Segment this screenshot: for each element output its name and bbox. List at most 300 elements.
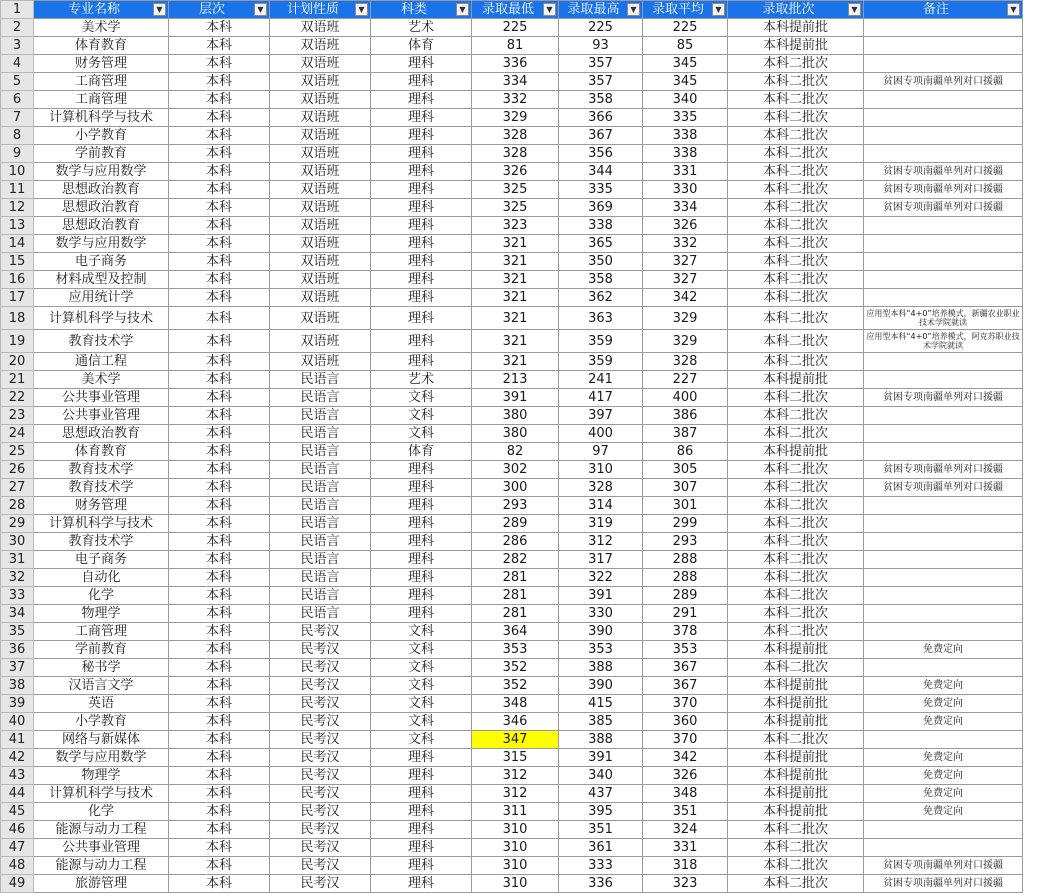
cell-avg-score[interactable]: 353 bbox=[643, 641, 728, 659]
row-number[interactable]: 4 bbox=[1, 55, 34, 73]
cell-plan-type[interactable]: 双语班 bbox=[270, 217, 371, 235]
cell-max-score[interactable]: 359 bbox=[559, 330, 643, 353]
cell-min-score[interactable]: 289 bbox=[472, 515, 559, 533]
cell-max-score[interactable]: 390 bbox=[559, 677, 643, 695]
cell-max-score[interactable]: 417 bbox=[559, 389, 643, 407]
cell-min-score[interactable]: 321 bbox=[472, 330, 559, 353]
cell-level[interactable]: 本科 bbox=[169, 479, 270, 497]
cell-avg-score[interactable]: 329 bbox=[643, 307, 728, 330]
cell-major-name[interactable]: 秘书学 bbox=[34, 659, 169, 677]
cell-avg-score[interactable]: 225 bbox=[643, 19, 728, 37]
cell-remarks[interactable]: 应用型本科“4+0”培养模式，阿克苏职业技术学院就读 bbox=[864, 330, 1023, 353]
cell-admission-batch[interactable]: 本科提前批 bbox=[728, 767, 864, 785]
cell-avg-score[interactable]: 335 bbox=[643, 109, 728, 127]
cell-max-score[interactable]: 391 bbox=[559, 749, 643, 767]
cell-remarks[interactable] bbox=[864, 443, 1023, 461]
cell-admission-batch[interactable]: 本科提前批 bbox=[728, 19, 864, 37]
cell-avg-score[interactable]: 334 bbox=[643, 199, 728, 217]
cell-major-name[interactable]: 公共事业管理 bbox=[34, 389, 169, 407]
row-number[interactable]: 38 bbox=[1, 677, 34, 695]
cell-avg-score[interactable]: 329 bbox=[643, 330, 728, 353]
cell-avg-score[interactable]: 400 bbox=[643, 389, 728, 407]
cell-remarks[interactable] bbox=[864, 37, 1023, 55]
cell-remarks[interactable] bbox=[864, 587, 1023, 605]
cell-max-score[interactable]: 391 bbox=[559, 587, 643, 605]
cell-remarks[interactable]: 贫困专项南疆单列对口援疆 bbox=[864, 181, 1023, 199]
cell-avg-score[interactable]: 367 bbox=[643, 677, 728, 695]
row-number[interactable]: 13 bbox=[1, 217, 34, 235]
cell-major-name[interactable]: 财务管理 bbox=[34, 55, 169, 73]
cell-major-name[interactable]: 美术学 bbox=[34, 371, 169, 389]
cell-subject-type[interactable]: 理科 bbox=[371, 271, 472, 289]
cell-remarks[interactable] bbox=[864, 839, 1023, 857]
cell-max-score[interactable]: 344 bbox=[559, 163, 643, 181]
cell-subject-type[interactable]: 理科 bbox=[371, 875, 472, 893]
row-number[interactable]: 31 bbox=[1, 551, 34, 569]
cell-min-score[interactable]: 312 bbox=[472, 785, 559, 803]
cell-max-score[interactable]: 366 bbox=[559, 109, 643, 127]
cell-min-score[interactable]: 321 bbox=[472, 271, 559, 289]
row-number[interactable]: 39 bbox=[1, 695, 34, 713]
cell-subject-type[interactable]: 理科 bbox=[371, 605, 472, 623]
cell-subject-type[interactable]: 文科 bbox=[371, 425, 472, 443]
cell-avg-score[interactable]: 386 bbox=[643, 407, 728, 425]
cell-remarks[interactable]: 贫困专项南疆单列对口援疆 bbox=[864, 461, 1023, 479]
cell-min-score[interactable]: 347 bbox=[472, 731, 559, 749]
cell-remarks[interactable] bbox=[864, 371, 1023, 389]
cell-max-score[interactable]: 397 bbox=[559, 407, 643, 425]
cell-avg-score[interactable]: 351 bbox=[643, 803, 728, 821]
cell-max-score[interactable]: 351 bbox=[559, 821, 643, 839]
cell-plan-type[interactable]: 民考汉 bbox=[270, 731, 371, 749]
cell-max-score[interactable]: 93 bbox=[559, 37, 643, 55]
row-number[interactable]: 36 bbox=[1, 641, 34, 659]
cell-level[interactable]: 本科 bbox=[169, 199, 270, 217]
filter-dropdown-icon[interactable]: ▼ bbox=[848, 3, 861, 16]
row-number[interactable]: 45 bbox=[1, 803, 34, 821]
cell-plan-type[interactable]: 民语言 bbox=[270, 605, 371, 623]
row-number[interactable]: 20 bbox=[1, 353, 34, 371]
cell-plan-type[interactable]: 民语言 bbox=[270, 533, 371, 551]
cell-max-score[interactable]: 97 bbox=[559, 443, 643, 461]
cell-subject-type[interactable]: 理科 bbox=[371, 91, 472, 109]
row-number[interactable]: 19 bbox=[1, 330, 34, 353]
cell-avg-score[interactable]: 340 bbox=[643, 91, 728, 109]
cell-level[interactable]: 本科 bbox=[169, 767, 270, 785]
cell-plan-type[interactable]: 民语言 bbox=[270, 497, 371, 515]
cell-plan-type[interactable]: 民考汉 bbox=[270, 821, 371, 839]
cell-level[interactable]: 本科 bbox=[169, 821, 270, 839]
cell-min-score[interactable]: 321 bbox=[472, 353, 559, 371]
cell-major-name[interactable]: 教育技术学 bbox=[34, 330, 169, 353]
cell-min-score[interactable]: 364 bbox=[472, 623, 559, 641]
cell-remarks[interactable]: 免费定向 bbox=[864, 749, 1023, 767]
column-header-level[interactable] bbox=[169, 1, 270, 19]
cell-level[interactable]: 本科 bbox=[169, 749, 270, 767]
cell-plan-type[interactable]: 民考汉 bbox=[270, 641, 371, 659]
cell-avg-score[interactable]: 348 bbox=[643, 785, 728, 803]
cell-level[interactable]: 本科 bbox=[169, 371, 270, 389]
cell-max-score[interactable]: 359 bbox=[559, 353, 643, 371]
cell-major-name[interactable]: 美术学 bbox=[34, 19, 169, 37]
cell-major-name[interactable]: 旅游管理 bbox=[34, 875, 169, 893]
cell-major-name[interactable]: 计算机科学与技术 bbox=[34, 785, 169, 803]
cell-min-score[interactable]: 352 bbox=[472, 677, 559, 695]
cell-admission-batch[interactable]: 本科二批次 bbox=[728, 271, 864, 289]
row-number[interactable]: 33 bbox=[1, 587, 34, 605]
cell-subject-type[interactable]: 理科 bbox=[371, 587, 472, 605]
cell-avg-score[interactable]: 387 bbox=[643, 425, 728, 443]
cell-subject-type[interactable]: 理科 bbox=[371, 253, 472, 271]
cell-plan-type[interactable]: 双语班 bbox=[270, 235, 371, 253]
cell-admission-batch[interactable]: 本科二批次 bbox=[728, 839, 864, 857]
column-header-avg-score[interactable] bbox=[643, 1, 728, 19]
row-number[interactable]: 15 bbox=[1, 253, 34, 271]
cell-remarks[interactable]: 免费定向 bbox=[864, 767, 1023, 785]
cell-level[interactable]: 本科 bbox=[169, 587, 270, 605]
cell-level[interactable]: 本科 bbox=[169, 461, 270, 479]
cell-remarks[interactable] bbox=[864, 145, 1023, 163]
cell-subject-type[interactable]: 理科 bbox=[371, 127, 472, 145]
cell-major-name[interactable]: 体育教育 bbox=[34, 37, 169, 55]
cell-major-name[interactable]: 财务管理 bbox=[34, 497, 169, 515]
cell-admission-batch[interactable]: 本科二批次 bbox=[728, 199, 864, 217]
cell-plan-type[interactable]: 双语班 bbox=[270, 37, 371, 55]
cell-plan-type[interactable]: 双语班 bbox=[270, 91, 371, 109]
cell-avg-score[interactable]: 345 bbox=[643, 73, 728, 91]
cell-plan-type[interactable]: 民语言 bbox=[270, 569, 371, 587]
row-number[interactable]: 11 bbox=[1, 181, 34, 199]
cell-avg-score[interactable]: 338 bbox=[643, 127, 728, 145]
cell-admission-batch[interactable]: 本科提前批 bbox=[728, 713, 864, 731]
cell-remarks[interactable]: 免费定向 bbox=[864, 677, 1023, 695]
cell-max-score[interactable]: 385 bbox=[559, 713, 643, 731]
cell-remarks[interactable]: 免费定向 bbox=[864, 695, 1023, 713]
cell-min-score[interactable]: 380 bbox=[472, 425, 559, 443]
cell-subject-type[interactable]: 文科 bbox=[371, 677, 472, 695]
cell-plan-type[interactable]: 民语言 bbox=[270, 551, 371, 569]
cell-min-score[interactable]: 300 bbox=[472, 479, 559, 497]
column-header-remarks[interactable] bbox=[864, 1, 1023, 19]
cell-major-name[interactable]: 物理学 bbox=[34, 605, 169, 623]
row-number[interactable]: 23 bbox=[1, 407, 34, 425]
cell-avg-score[interactable]: 331 bbox=[643, 839, 728, 857]
cell-subject-type[interactable]: 理科 bbox=[371, 145, 472, 163]
cell-avg-score[interactable]: 293 bbox=[643, 533, 728, 551]
cell-major-name[interactable]: 学前教育 bbox=[34, 145, 169, 163]
cell-max-score[interactable]: 353 bbox=[559, 641, 643, 659]
cell-subject-type[interactable]: 理科 bbox=[371, 217, 472, 235]
cell-admission-batch[interactable]: 本科二批次 bbox=[728, 163, 864, 181]
cell-subject-type[interactable]: 体育 bbox=[371, 37, 472, 55]
row-number[interactable]: 44 bbox=[1, 785, 34, 803]
cell-max-score[interactable]: 395 bbox=[559, 803, 643, 821]
row-number[interactable]: 17 bbox=[1, 289, 34, 307]
cell-admission-batch[interactable]: 本科二批次 bbox=[728, 235, 864, 253]
cell-plan-type[interactable]: 民语言 bbox=[270, 479, 371, 497]
cell-subject-type[interactable]: 理科 bbox=[371, 803, 472, 821]
cell-level[interactable]: 本科 bbox=[169, 253, 270, 271]
cell-admission-batch[interactable]: 本科二批次 bbox=[728, 461, 864, 479]
cell-level[interactable]: 本科 bbox=[169, 785, 270, 803]
cell-subject-type[interactable]: 理科 bbox=[371, 533, 472, 551]
column-header-major-name[interactable] bbox=[34, 1, 169, 19]
cell-major-name[interactable]: 教育技术学 bbox=[34, 479, 169, 497]
cell-level[interactable]: 本科 bbox=[169, 497, 270, 515]
cell-level[interactable]: 本科 bbox=[169, 37, 270, 55]
filter-dropdown-icon[interactable]: ▼ bbox=[153, 3, 166, 16]
cell-level[interactable]: 本科 bbox=[169, 839, 270, 857]
column-header-max-score[interactable] bbox=[559, 1, 643, 19]
row-number[interactable]: 16 bbox=[1, 271, 34, 289]
cell-subject-type[interactable]: 理科 bbox=[371, 461, 472, 479]
cell-plan-type[interactable]: 双语班 bbox=[270, 163, 371, 181]
cell-max-score[interactable]: 338 bbox=[559, 217, 643, 235]
row-number[interactable]: 7 bbox=[1, 109, 34, 127]
cell-min-score[interactable]: 326 bbox=[472, 163, 559, 181]
cell-major-name[interactable]: 思想政治教育 bbox=[34, 181, 169, 199]
cell-max-score[interactable]: 363 bbox=[559, 307, 643, 330]
cell-remarks[interactable] bbox=[864, 271, 1023, 289]
row-number[interactable]: 6 bbox=[1, 91, 34, 109]
cell-subject-type[interactable]: 理科 bbox=[371, 785, 472, 803]
cell-avg-score[interactable]: 288 bbox=[643, 569, 728, 587]
cell-max-score[interactable]: 388 bbox=[559, 659, 643, 677]
cell-min-score[interactable]: 310 bbox=[472, 821, 559, 839]
cell-max-score[interactable]: 314 bbox=[559, 497, 643, 515]
cell-avg-score[interactable]: 330 bbox=[643, 181, 728, 199]
cell-remarks[interactable] bbox=[864, 731, 1023, 749]
cell-major-name[interactable]: 学前教育 bbox=[34, 641, 169, 659]
cell-remarks[interactable] bbox=[864, 425, 1023, 443]
cell-plan-type[interactable]: 民考汉 bbox=[270, 695, 371, 713]
row-number[interactable]: 28 bbox=[1, 497, 34, 515]
cell-major-name[interactable]: 数学与应用数学 bbox=[34, 749, 169, 767]
row-number[interactable]: 25 bbox=[1, 443, 34, 461]
cell-max-score[interactable]: 358 bbox=[559, 271, 643, 289]
cell-admission-batch[interactable]: 本科二批次 bbox=[728, 659, 864, 677]
cell-subject-type[interactable]: 理科 bbox=[371, 307, 472, 330]
cell-level[interactable]: 本科 bbox=[169, 551, 270, 569]
cell-min-score[interactable]: 332 bbox=[472, 91, 559, 109]
cell-level[interactable]: 本科 bbox=[169, 145, 270, 163]
cell-remarks[interactable] bbox=[864, 569, 1023, 587]
cell-subject-type[interactable]: 理科 bbox=[371, 749, 472, 767]
cell-admission-batch[interactable]: 本科二批次 bbox=[728, 425, 864, 443]
cell-subject-type[interactable]: 理科 bbox=[371, 353, 472, 371]
cell-level[interactable]: 本科 bbox=[169, 389, 270, 407]
cell-min-score[interactable]: 310 bbox=[472, 875, 559, 893]
cell-admission-batch[interactable]: 本科提前批 bbox=[728, 37, 864, 55]
cell-plan-type[interactable]: 民考汉 bbox=[270, 713, 371, 731]
cell-min-score[interactable]: 348 bbox=[472, 695, 559, 713]
cell-major-name[interactable]: 电子商务 bbox=[34, 253, 169, 271]
cell-admission-batch[interactable]: 本科二批次 bbox=[728, 623, 864, 641]
cell-subject-type[interactable]: 文科 bbox=[371, 389, 472, 407]
cell-major-name[interactable]: 通信工程 bbox=[34, 353, 169, 371]
cell-remarks[interactable] bbox=[864, 407, 1023, 425]
row-number[interactable]: 49 bbox=[1, 875, 34, 893]
cell-major-name[interactable]: 材料成型及控制 bbox=[34, 271, 169, 289]
cell-avg-score[interactable]: 338 bbox=[643, 145, 728, 163]
cell-admission-batch[interactable]: 本科提前批 bbox=[728, 803, 864, 821]
cell-max-score[interactable]: 415 bbox=[559, 695, 643, 713]
cell-major-name[interactable]: 小学教育 bbox=[34, 713, 169, 731]
cell-min-score[interactable]: 321 bbox=[472, 235, 559, 253]
cell-remarks[interactable] bbox=[864, 217, 1023, 235]
cell-max-score[interactable]: 367 bbox=[559, 127, 643, 145]
cell-level[interactable]: 本科 bbox=[169, 515, 270, 533]
cell-admission-batch[interactable]: 本科提前批 bbox=[728, 641, 864, 659]
cell-max-score[interactable]: 369 bbox=[559, 199, 643, 217]
row-number[interactable]: 1 bbox=[1, 1, 34, 19]
cell-major-name[interactable]: 电子商务 bbox=[34, 551, 169, 569]
row-number[interactable]: 14 bbox=[1, 235, 34, 253]
cell-remarks[interactable]: 贫困专项南疆单列对口援疆 bbox=[864, 389, 1023, 407]
cell-avg-score[interactable]: 332 bbox=[643, 235, 728, 253]
cell-min-score[interactable]: 380 bbox=[472, 407, 559, 425]
cell-avg-score[interactable]: 326 bbox=[643, 217, 728, 235]
cell-max-score[interactable]: 312 bbox=[559, 533, 643, 551]
cell-level[interactable]: 本科 bbox=[169, 443, 270, 461]
cell-subject-type[interactable]: 文科 bbox=[371, 641, 472, 659]
cell-level[interactable]: 本科 bbox=[169, 803, 270, 821]
cell-admission-batch[interactable]: 本科二批次 bbox=[728, 389, 864, 407]
row-number[interactable]: 2 bbox=[1, 19, 34, 37]
cell-level[interactable]: 本科 bbox=[169, 857, 270, 875]
cell-min-score[interactable]: 302 bbox=[472, 461, 559, 479]
cell-subject-type[interactable]: 理科 bbox=[371, 821, 472, 839]
cell-min-score[interactable]: 353 bbox=[472, 641, 559, 659]
cell-min-score[interactable]: 281 bbox=[472, 605, 559, 623]
cell-plan-type[interactable]: 双语班 bbox=[270, 253, 371, 271]
cell-plan-type[interactable]: 双语班 bbox=[270, 19, 371, 37]
cell-plan-type[interactable]: 双语班 bbox=[270, 289, 371, 307]
cell-admission-batch[interactable]: 本科二批次 bbox=[728, 407, 864, 425]
cell-max-score[interactable]: 335 bbox=[559, 181, 643, 199]
cell-avg-score[interactable]: 86 bbox=[643, 443, 728, 461]
cell-admission-batch[interactable]: 本科提前批 bbox=[728, 443, 864, 461]
cell-major-name[interactable]: 教育技术学 bbox=[34, 533, 169, 551]
cell-admission-batch[interactable]: 本科二批次 bbox=[728, 479, 864, 497]
cell-major-name[interactable]: 计算机科学与技术 bbox=[34, 109, 169, 127]
row-number[interactable]: 46 bbox=[1, 821, 34, 839]
cell-subject-type[interactable]: 理科 bbox=[371, 163, 472, 181]
cell-plan-type[interactable]: 民考汉 bbox=[270, 749, 371, 767]
cell-min-score[interactable]: 81 bbox=[472, 37, 559, 55]
cell-plan-type[interactable]: 双语班 bbox=[270, 55, 371, 73]
row-number[interactable]: 12 bbox=[1, 199, 34, 217]
cell-min-score[interactable]: 286 bbox=[472, 533, 559, 551]
cell-plan-type[interactable]: 双语班 bbox=[270, 145, 371, 163]
cell-subject-type[interactable]: 理科 bbox=[371, 839, 472, 857]
row-number[interactable]: 27 bbox=[1, 479, 34, 497]
cell-admission-batch[interactable]: 本科提前批 bbox=[728, 785, 864, 803]
cell-max-score[interactable]: 336 bbox=[559, 875, 643, 893]
cell-major-name[interactable]: 思想政治教育 bbox=[34, 425, 169, 443]
cell-plan-type[interactable]: 民考汉 bbox=[270, 659, 371, 677]
cell-subject-type[interactable]: 理科 bbox=[371, 289, 472, 307]
cell-max-score[interactable]: 357 bbox=[559, 73, 643, 91]
cell-level[interactable]: 本科 bbox=[169, 55, 270, 73]
cell-plan-type[interactable]: 民考汉 bbox=[270, 875, 371, 893]
cell-plan-type[interactable]: 民语言 bbox=[270, 515, 371, 533]
cell-subject-type[interactable]: 理科 bbox=[371, 857, 472, 875]
cell-subject-type[interactable]: 理科 bbox=[371, 330, 472, 353]
cell-level[interactable]: 本科 bbox=[169, 127, 270, 145]
cell-plan-type[interactable]: 双语班 bbox=[270, 181, 371, 199]
cell-level[interactable]: 本科 bbox=[169, 271, 270, 289]
cell-level[interactable]: 本科 bbox=[169, 163, 270, 181]
cell-avg-score[interactable]: 227 bbox=[643, 371, 728, 389]
cell-max-score[interactable]: 356 bbox=[559, 145, 643, 163]
cell-avg-score[interactable]: 318 bbox=[643, 857, 728, 875]
cell-remarks[interactable]: 应用型本科“4+0”培养模式，新疆农业职业技术学院就读 bbox=[864, 307, 1023, 330]
cell-admission-batch[interactable]: 本科二批次 bbox=[728, 857, 864, 875]
cell-remarks[interactable] bbox=[864, 91, 1023, 109]
cell-max-score[interactable]: 328 bbox=[559, 479, 643, 497]
cell-subject-type[interactable]: 理科 bbox=[371, 73, 472, 91]
cell-remarks[interactable]: 免费定向 bbox=[864, 713, 1023, 731]
row-number[interactable]: 47 bbox=[1, 839, 34, 857]
cell-max-score[interactable]: 350 bbox=[559, 253, 643, 271]
cell-admission-batch[interactable]: 本科二批次 bbox=[728, 145, 864, 163]
cell-min-score[interactable]: 352 bbox=[472, 659, 559, 677]
cell-subject-type[interactable]: 理科 bbox=[371, 55, 472, 73]
cell-subject-type[interactable]: 理科 bbox=[371, 479, 472, 497]
row-number[interactable]: 37 bbox=[1, 659, 34, 677]
cell-subject-type[interactable]: 艺术 bbox=[371, 371, 472, 389]
cell-level[interactable]: 本科 bbox=[169, 407, 270, 425]
cell-plan-type[interactable]: 民考汉 bbox=[270, 623, 371, 641]
cell-admission-batch[interactable]: 本科二批次 bbox=[728, 515, 864, 533]
cell-major-name[interactable]: 网络与新媒体 bbox=[34, 731, 169, 749]
cell-avg-score[interactable]: 299 bbox=[643, 515, 728, 533]
cell-level[interactable]: 本科 bbox=[169, 289, 270, 307]
cell-subject-type[interactable]: 理科 bbox=[371, 551, 472, 569]
cell-min-score[interactable]: 213 bbox=[472, 371, 559, 389]
cell-max-score[interactable]: 322 bbox=[559, 569, 643, 587]
cell-major-name[interactable]: 汉语言文学 bbox=[34, 677, 169, 695]
cell-subject-type[interactable]: 文科 bbox=[371, 731, 472, 749]
cell-subject-type[interactable]: 理科 bbox=[371, 181, 472, 199]
cell-major-name[interactable]: 自动化 bbox=[34, 569, 169, 587]
cell-subject-type[interactable]: 理科 bbox=[371, 497, 472, 515]
cell-max-score[interactable]: 225 bbox=[559, 19, 643, 37]
cell-max-score[interactable]: 437 bbox=[559, 785, 643, 803]
cell-level[interactable]: 本科 bbox=[169, 623, 270, 641]
cell-subject-type[interactable]: 体育 bbox=[371, 443, 472, 461]
row-number[interactable]: 9 bbox=[1, 145, 34, 163]
cell-major-name[interactable]: 物理学 bbox=[34, 767, 169, 785]
cell-plan-type[interactable]: 双语班 bbox=[270, 271, 371, 289]
row-number[interactable]: 48 bbox=[1, 857, 34, 875]
cell-remarks[interactable]: 贫困专项南疆单列对口援疆 bbox=[864, 73, 1023, 91]
cell-level[interactable]: 本科 bbox=[169, 875, 270, 893]
cell-major-name[interactable]: 工商管理 bbox=[34, 91, 169, 109]
cell-level[interactable]: 本科 bbox=[169, 605, 270, 623]
cell-max-score[interactable]: 390 bbox=[559, 623, 643, 641]
cell-min-score[interactable]: 346 bbox=[472, 713, 559, 731]
row-number[interactable]: 18 bbox=[1, 307, 34, 330]
cell-level[interactable]: 本科 bbox=[169, 330, 270, 353]
row-number[interactable]: 26 bbox=[1, 461, 34, 479]
cell-major-name[interactable]: 化学 bbox=[34, 803, 169, 821]
cell-admission-batch[interactable]: 本科二批次 bbox=[728, 289, 864, 307]
cell-major-name[interactable]: 工商管理 bbox=[34, 623, 169, 641]
cell-major-name[interactable]: 能源与动力工程 bbox=[34, 821, 169, 839]
cell-level[interactable]: 本科 bbox=[169, 695, 270, 713]
